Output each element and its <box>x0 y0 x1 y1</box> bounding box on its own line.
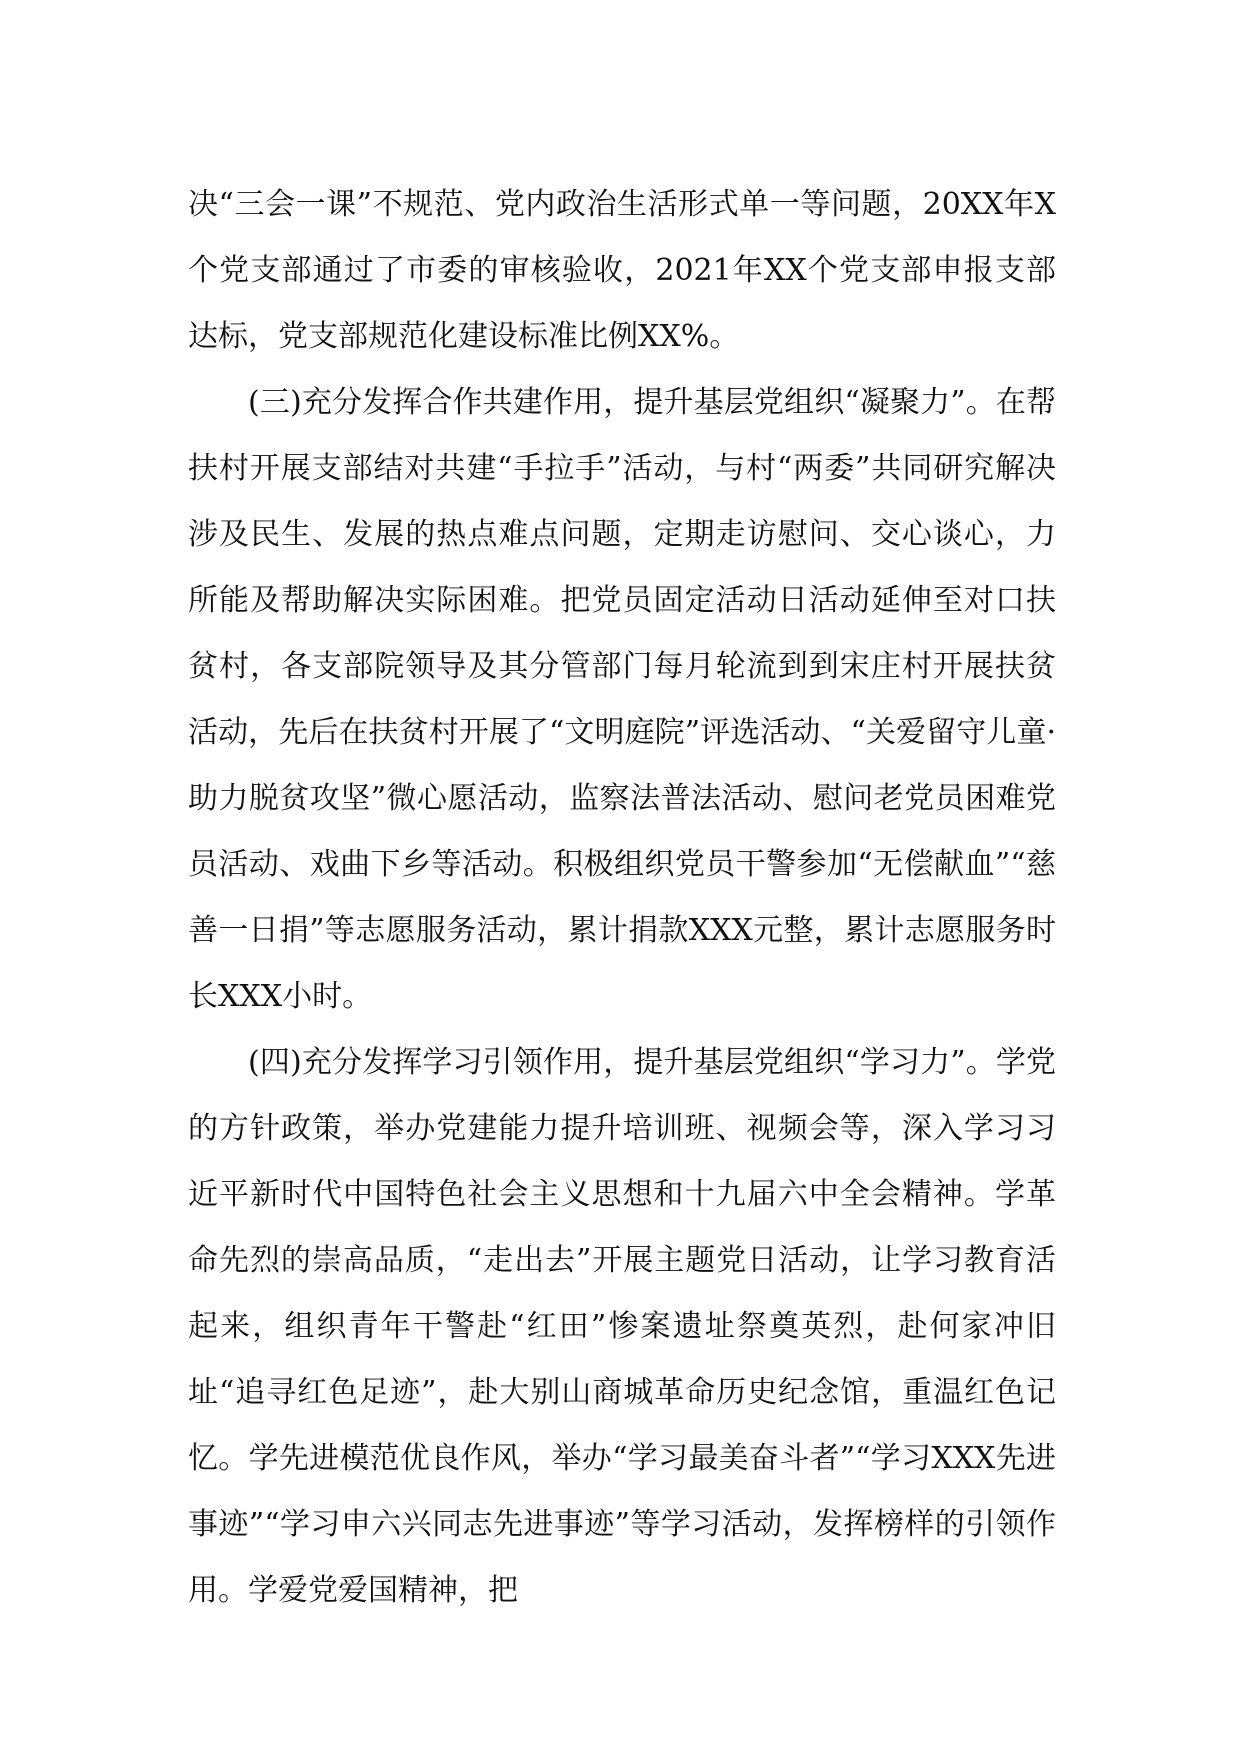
paragraph-continuation: 决“三会一课”不规范、党内政治生活形式单一等问题，20XX年X个党支部通过了市委的审核验收，2021年XX个党支部申报支部达标，党支部规范化建设标准比例XX%。 <box>188 187 1056 354</box>
paragraph-section-four: (四)充分发挥学习引领作用，提升基层党组织“学习力”。学党的方针政策，举办党建能力提升培训班、视频会等，深入学习习近平新时代中国特色社会主义思想和十九届六中全会精神。学革命先烈的崇高品质，“走出去”开展主题党日活动，让学习教育活起来，组织青年干警赴“红田”惨案遗址祭奠英烈，赴何家冲旧址“追寻红色足迹”，赴大别山商城革命历史纪念馆，重温红色记忆。学先进模范优良作风，举办“学习最美奋斗者”“学习XXX先进事迹”“学习申六兴同志先进事迹”等学习活动，发挥榜样的引领作用。学爱党爱国精神，把 <box>188 1045 1056 1608</box>
paragraph-section-three: (三)充分发挥合作共建作用，提升基层党组织“凝聚力”。在帮扶村开展支部结对共建“手拉手”活动，与村“两委”共同研究解决涉及民生、发展的热点难点问题，定期走访慰问、交心谈心，力所能及帮助解决实际困难。把党员固定活动日活动延伸至对口扶贫村，各支部院领导及其分管部门每月轮流到到宋庄村开展扶贫活动，先后在扶贫村开展了“文明庭院”评选活动、“关爱留守儿童·助力脱贫攻坚”微心愿活动，监察法普法活动、慰问老党员困难党员活动、戏曲下乡等活动。积极组织党员干警参加“无偿献血”“慈善一日捐”等志愿服务活动，累计捐款XXX元整，累计志愿服务时长XXX小时。 <box>188 385 1056 1014</box>
document-body <box>188 172 1056 1624</box>
